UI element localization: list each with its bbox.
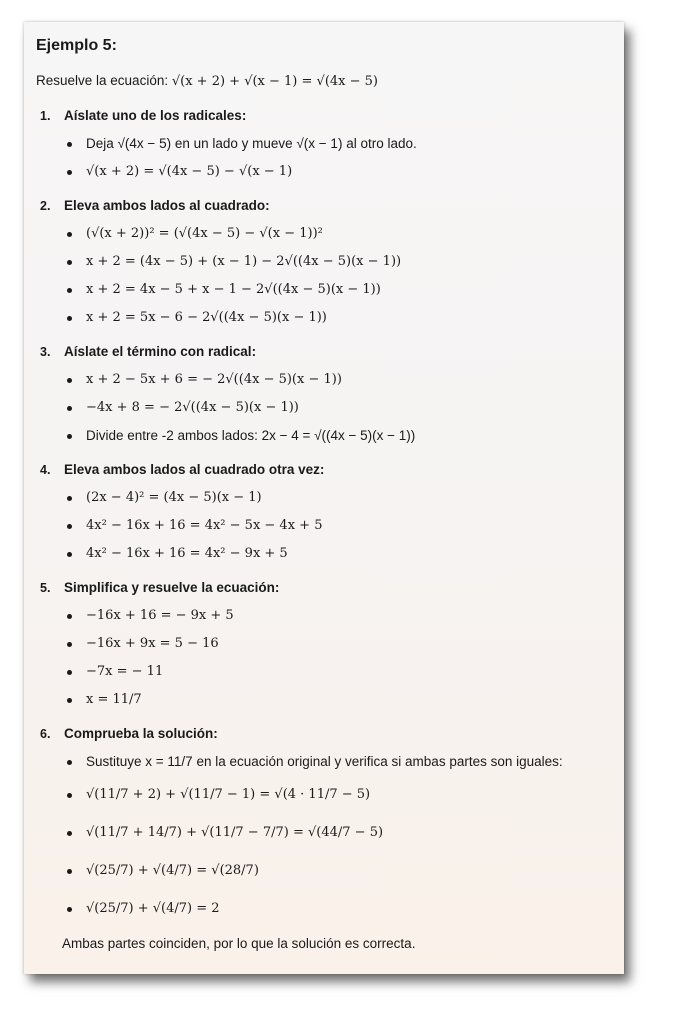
- step-title: Eleva ambos lados al cuadrado otra vez: [64, 462, 320, 477]
- list-item: (2x − 4)² = (4x − 5)(x − 1): [36, 484, 622, 512]
- step-list: [36, 748, 622, 928]
- list-item: √(25/7) + √(4/7) = √(28/7): [36, 852, 622, 890]
- step-title: Aíslate el término con radical: [64, 344, 252, 359]
- step-list: [36, 484, 622, 568]
- list-item: √(11/7 + 14/7) + √(11/7 − 7/7) = √(44/7 − 5): [36, 814, 622, 852]
- step-3: [36, 338, 622, 450]
- list-item: Sustituye x = 11/7 en la ecuación original y verifica si ambas partes son iguales:: [36, 748, 622, 776]
- list-item: −7x = − 11: [36, 658, 622, 686]
- step-list: [36, 366, 622, 450]
- list-item: √(11/7 + 2) + √(11/7 − 1) = √(4 · 11/7 − 5): [36, 776, 622, 814]
- step-6: [36, 720, 622, 928]
- step-heading: 6. Comprueba la solución:: [36, 720, 622, 748]
- list-item: √(25/7) + √(4/7) = 2: [36, 890, 622, 928]
- list-item: −4x + 8 = − 2√((4x − 5)(x − 1)): [36, 394, 622, 422]
- step-number: 1.: [40, 109, 51, 123]
- list-item: x + 2 = 4x − 5 + x − 1 − 2√((4x − 5)(x − 1)): [36, 276, 622, 304]
- solution-content: [36, 32, 622, 958]
- step-heading: 4. Eleva ambos lados al cuadrado otra vez:: [36, 456, 622, 484]
- step-title: Simplifica y resuelve la ecuación: [64, 580, 275, 595]
- step-list: [36, 130, 622, 186]
- step-1: [36, 102, 622, 186]
- step-number: 6.: [40, 727, 51, 741]
- step-2: [36, 192, 622, 332]
- step-number: 3.: [40, 345, 51, 359]
- list-item: 4x² − 16x + 16 = 4x² − 5x − 4x + 5: [36, 512, 622, 540]
- step-number: 4.: [40, 463, 51, 477]
- list-item: Divide entre -2 ambos lados: 2x − 4 = √((4x − 5)(x − 1)): [36, 422, 622, 450]
- list-item: x + 2 = (4x − 5) + (x − 1) − 2√((4x − 5)(x − 1)): [36, 248, 622, 276]
- closing-note: Ambas partes coinciden, por lo que la solución es correcta.: [62, 936, 416, 951]
- step-title: Aíslate uno de los radicales: [64, 108, 242, 123]
- step-heading: 5. Simplifica y resuelve la ecuación:: [36, 574, 622, 602]
- step-heading: 1. Aíslate uno de los radicales:: [36, 102, 622, 130]
- step-title: Comprueba la solución: [64, 726, 214, 741]
- list-item: x + 2 = 5x − 6 − 2√((4x − 5)(x − 1)): [36, 304, 622, 332]
- solution-card: [24, 22, 624, 974]
- step-list: [36, 602, 622, 714]
- list-item: x = 11/7: [36, 686, 622, 714]
- step-list: [36, 220, 622, 332]
- list-item: −16x + 9x = 5 − 16: [36, 630, 622, 658]
- step-heading: 2. Eleva ambos lados al cuadrado:: [36, 192, 622, 220]
- step-5: [36, 574, 622, 714]
- step-4: [36, 456, 622, 568]
- list-item: 4x² − 16x + 16 = 4x² − 9x + 5: [36, 540, 622, 568]
- intro-text: Resuelve la ecuación:: [36, 73, 172, 88]
- intro-equation: √(x + 2) + √(x − 1) = √(4x − 5): [171, 74, 378, 89]
- intro-line: [36, 66, 622, 96]
- step-number: 2.: [40, 199, 51, 213]
- list-item: (√(x + 2))² = (√(4x − 5) − √(x − 1))²: [36, 220, 622, 248]
- step-heading: 3. Aíslate el término con radical:: [36, 338, 622, 366]
- list-item: √(x + 2) = √(4x − 5) − √(x − 1): [36, 158, 622, 186]
- list-item: x + 2 − 5x + 6 = − 2√((4x − 5)(x − 1)): [36, 366, 622, 394]
- step-title: Eleva ambos lados al cuadrado: [64, 198, 266, 213]
- step-number: 5.: [40, 581, 51, 595]
- list-item: −16x + 16 = − 9x + 5: [36, 602, 622, 630]
- list-item: Deja √(4x − 5) en un lado y mueve √(x − 1) al otro lado.: [36, 130, 622, 158]
- page-title: Ejemplo 5:: [36, 37, 117, 54]
